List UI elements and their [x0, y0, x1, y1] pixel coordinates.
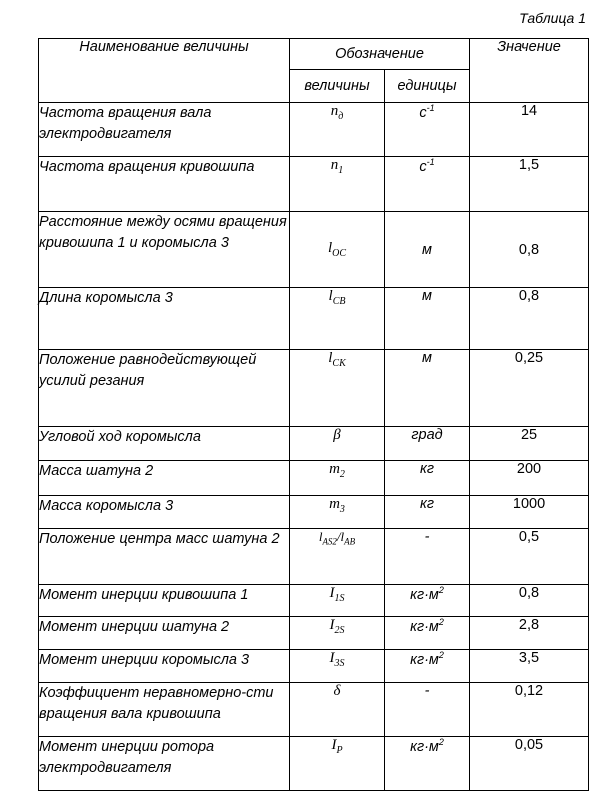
header-name: Наименование величины [39, 39, 290, 103]
row-value: 1,5 [470, 157, 589, 212]
row-unit: $кг\cdot м^2$ [385, 617, 470, 650]
row-symbol: δ [290, 683, 385, 737]
row-value: 25 [470, 427, 589, 461]
row-symbol: $m_3$ [290, 496, 385, 529]
table-row [39, 683, 589, 737]
row-unit: кг [385, 496, 470, 529]
row-value: 0,8 [470, 212, 589, 288]
row-symbol: $l_{OC}$ [290, 212, 385, 288]
row-name: Частота вращения кривошипа [39, 157, 290, 212]
row-unit: кг [385, 461, 470, 496]
row-unit: м [385, 212, 470, 288]
row-symbol: $I_{1S}$ [290, 585, 385, 617]
row-unit: - [385, 529, 470, 585]
row-symbol: $l_{CB}$ [290, 288, 385, 350]
row-name: Положение равнодействующей усилий резания [39, 350, 290, 427]
row-name: Положение центра масс шатуна 2 [39, 529, 290, 585]
row-name: Коэффициент неравномерно-сти вращения вала кривошипа [39, 683, 290, 737]
row-unit: $кг\cdot м^2$ [385, 737, 470, 791]
row-value: 0,05 [470, 737, 589, 791]
table-row [39, 737, 589, 791]
table-row [39, 585, 589, 617]
row-symbol: $I_Р$ [290, 737, 385, 791]
row-unit: - [385, 683, 470, 737]
row-unit: м [385, 288, 470, 350]
row-value: 0,25 [470, 350, 589, 427]
table-row [39, 350, 589, 427]
header-sub-unit: единицы [385, 70, 470, 103]
row-symbol: $l_{AS2}/l_{AB}$ [290, 529, 385, 585]
row-symbol: β [290, 427, 385, 461]
row-symbol: $l_{CK}$ [290, 350, 385, 427]
header-sub-quantity: величины [290, 70, 385, 103]
table-row [39, 427, 589, 461]
row-value: 0,5 [470, 529, 589, 585]
row-unit: $кг\cdot м^2$ [385, 650, 470, 683]
parameters-table [38, 38, 589, 791]
row-unit: $с^{-1}$ [385, 157, 470, 212]
row-unit: $с^{-1}$ [385, 103, 470, 157]
row-value: 3,5 [470, 650, 589, 683]
row-name: Момент инерции коромысла 3 [39, 650, 290, 683]
row-name: Момент инерции шатуна 2 [39, 617, 290, 650]
table-caption: Таблица 1 [519, 10, 586, 26]
row-name: Угловой ход коромысла [39, 427, 290, 461]
row-value: 0,12 [470, 683, 589, 737]
row-name: Частота вращения вала электродвигателя [39, 103, 290, 157]
row-unit: $кг\cdot м^2$ [385, 585, 470, 617]
row-value: 0,8 [470, 585, 589, 617]
row-name: Момент инерции кривошипа 1 [39, 585, 290, 617]
row-value: 200 [470, 461, 589, 496]
table-row [39, 496, 589, 529]
table-row [39, 103, 589, 157]
row-symbol: $n_д$ [290, 103, 385, 157]
table-row [39, 617, 589, 650]
row-value: 0,8 [470, 288, 589, 350]
row-symbol: $n_1$ [290, 157, 385, 212]
row-symbol: $m_2$ [290, 461, 385, 496]
row-value: 14 [470, 103, 589, 157]
row-unit: град [385, 427, 470, 461]
table-row [39, 212, 589, 288]
row-name: Расстояние между осями вращения кривошипа 1 и коромысла 3 [39, 212, 290, 288]
row-symbol: $I_{3S}$ [290, 650, 385, 683]
table-row [39, 461, 589, 496]
row-name: Длина коромысла 3 [39, 288, 290, 350]
row-symbol: $I_{2S}$ [290, 617, 385, 650]
header-value: Значение [470, 39, 589, 103]
row-name: Масса шатуна 2 [39, 461, 290, 496]
table-row [39, 157, 589, 212]
header-designation: Обозначение [290, 39, 470, 70]
row-value: 2,8 [470, 617, 589, 650]
row-unit: м [385, 350, 470, 427]
table-row [39, 650, 589, 683]
row-name: Момент инерции ротора электродвигателя [39, 737, 290, 791]
row-name: Масса коромысла 3 [39, 496, 290, 529]
table-row [39, 288, 589, 350]
row-value: 1000 [470, 496, 589, 529]
table-row [39, 529, 589, 585]
